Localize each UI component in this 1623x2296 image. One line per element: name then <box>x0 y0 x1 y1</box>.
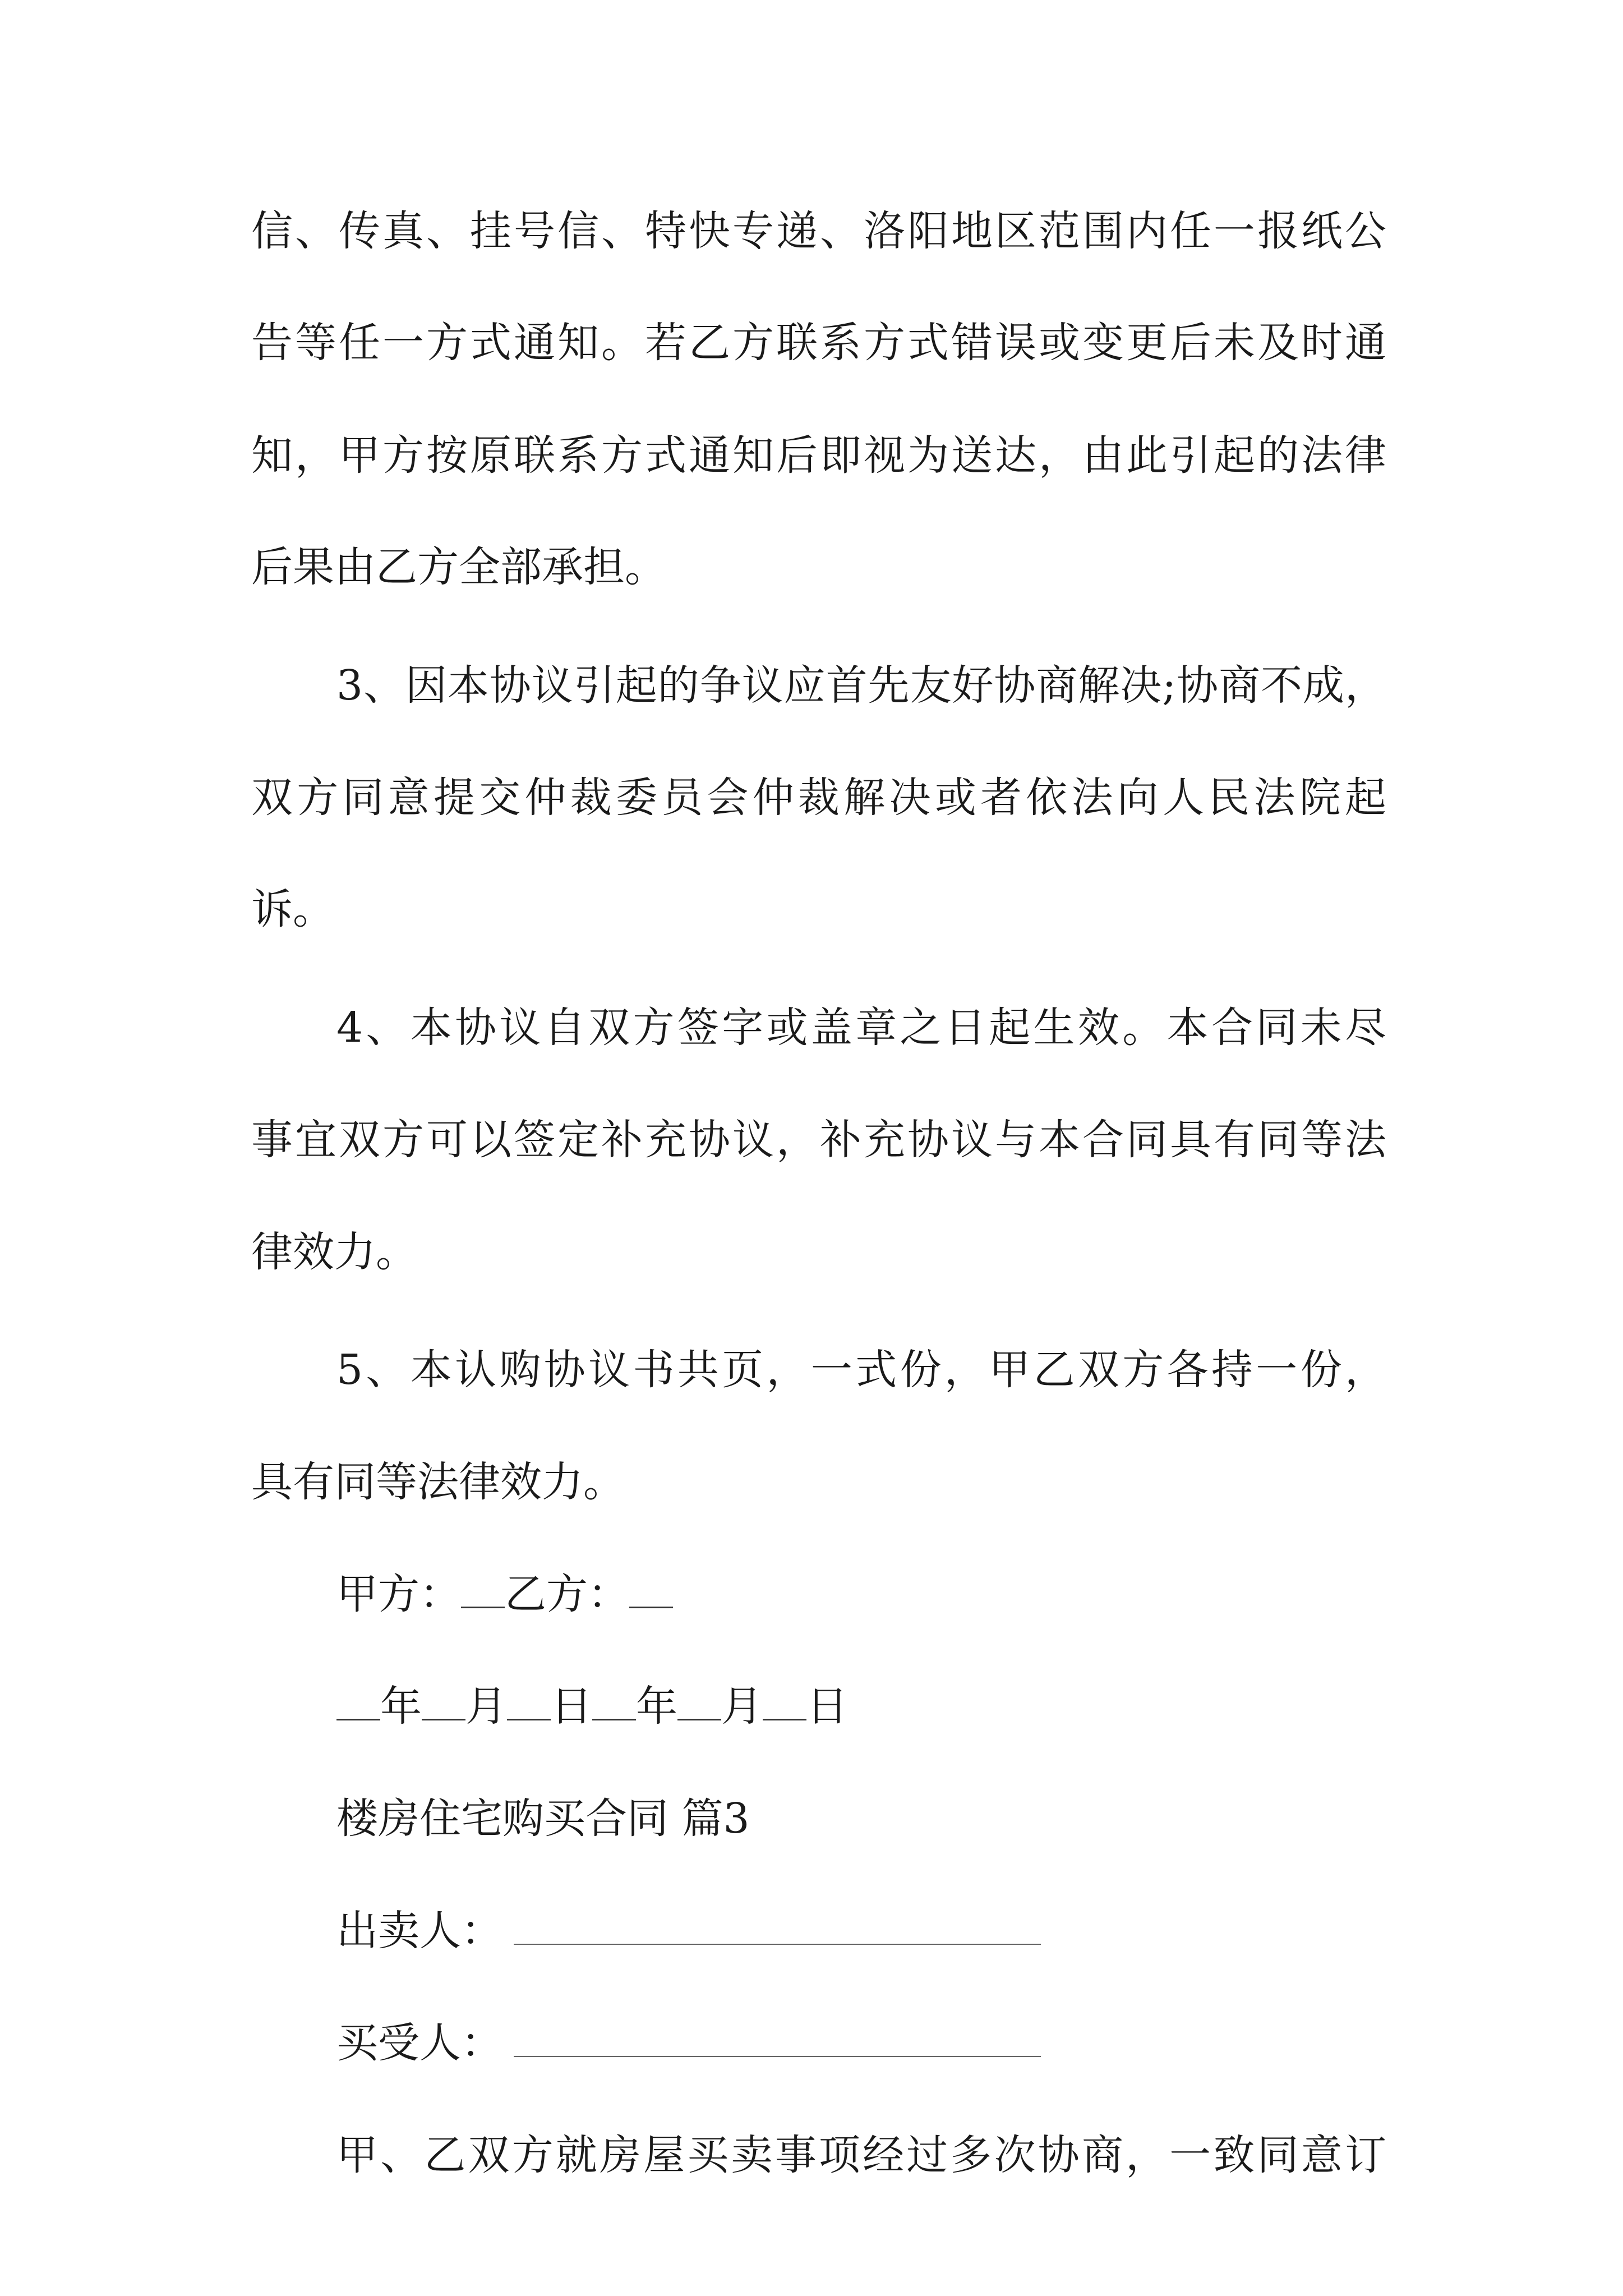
paragraph-line: 知，甲方按原联系方式通知后即视为送达，由此引起的法律 <box>251 431 1386 480</box>
paragraph-line: 律效力。 <box>251 1228 417 1276</box>
paragraph-line: 甲、乙双方就房屋买卖事项经过多次协商，一致同意订 <box>336 2131 1386 2179</box>
day-blank <box>763 1680 806 1720</box>
signature-parties <box>336 1566 673 1622</box>
section-title: 楼房住宅购买合同 篇3 <box>336 1795 750 1843</box>
paragraph-line: 5、本认购协议书共页，一式份，甲乙双方各持一份， <box>336 1346 1386 1394</box>
month-blank <box>677 1680 721 1720</box>
paragraph-line: 事宜双方可以签定补充协议，补充协议与本合同具有同等法 <box>251 1116 1386 1164</box>
buyer-label: 买受人： <box>336 2019 502 2067</box>
party-a-label: 甲方： <box>336 1570 461 1618</box>
signature-dates <box>336 1678 848 1734</box>
month-blank <box>422 1680 465 1720</box>
buyer-blank <box>514 2017 1041 2057</box>
paragraph-line: 3、因本协议引起的争议应首先友好协商解决;协商不成， <box>336 661 1386 710</box>
paragraph-line: 告等任一方式通知。若乙方联系方式错误或变更后未及时通 <box>251 319 1386 367</box>
paragraph-line: 4、本协议自双方签字或盖章之日起生效。本合同未尽 <box>336 1004 1386 1052</box>
paragraph-line: 诉。 <box>251 885 334 933</box>
paragraph-line: 后果由乙方全部承担。 <box>251 543 666 591</box>
paragraph-line: 具有同等法律效力。 <box>251 1458 625 1506</box>
party-b-blank <box>629 1567 673 1608</box>
seller-label: 出卖人： <box>336 1907 502 1955</box>
day-label: 日 <box>806 1682 848 1731</box>
year-blank <box>336 1680 380 1720</box>
seller-line <box>336 1903 1041 1959</box>
paragraph-line: 信、传真、挂号信、特快专递、洛阳地区范围内任一报纸公 <box>251 207 1386 255</box>
paragraph-line: 双方同意提交仲裁委员会仲裁解决或者依法向人民法院起 <box>251 774 1386 822</box>
day-label: 日 <box>551 1682 592 1731</box>
year-label: 年 <box>636 1682 677 1731</box>
party-b-label: 乙方： <box>505 1570 629 1618</box>
seller-blank <box>514 1904 1041 1945</box>
year-label: 年 <box>380 1682 422 1731</box>
month-label: 月 <box>465 1682 507 1731</box>
year-blank <box>592 1680 636 1720</box>
party-a-blank <box>461 1567 505 1608</box>
day-blank <box>507 1680 551 1720</box>
month-label: 月 <box>721 1682 763 1731</box>
buyer-line <box>336 2015 1041 2071</box>
